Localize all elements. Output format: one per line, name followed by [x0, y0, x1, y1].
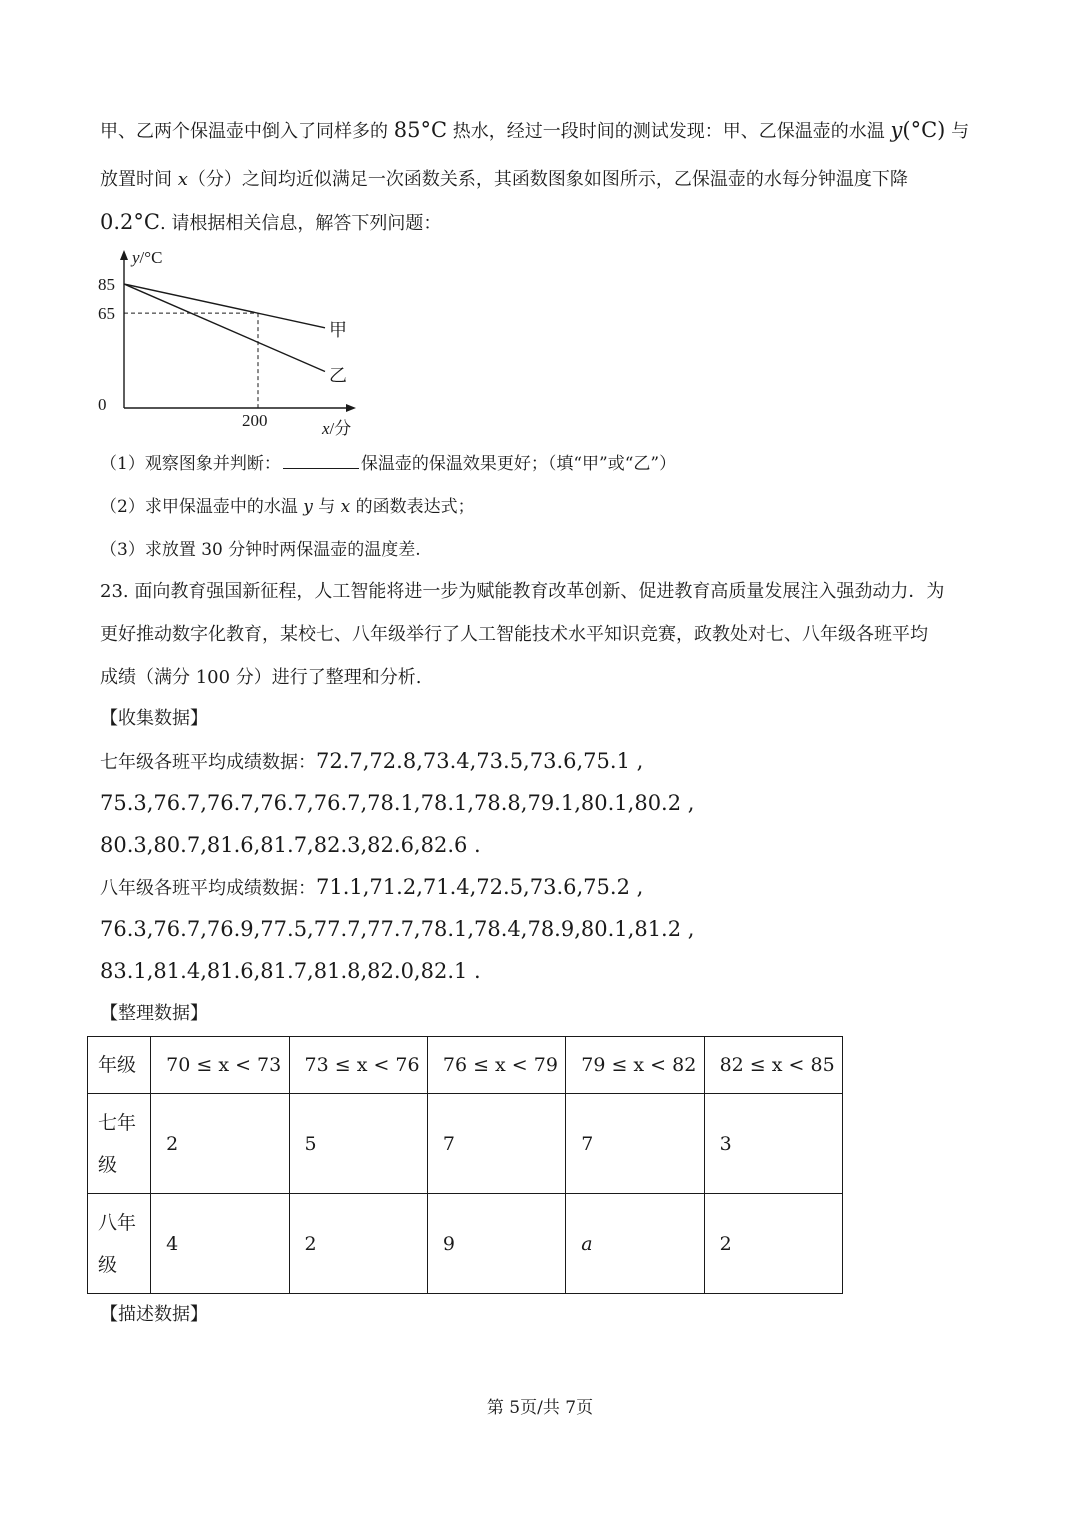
table-cell: 2: [151, 1094, 289, 1194]
x-axis-unit: /分: [329, 419, 352, 438]
frequency-table: [87, 1036, 843, 1294]
text-segment: 保温壶的保温效果更好；（填“甲”或“乙”）: [360, 454, 677, 474]
y-axis-var: y: [132, 248, 140, 267]
text-segment: 放置时间: [100, 169, 172, 190]
question-3: [100, 538, 421, 562]
text-segment: 的函数表达式；: [355, 497, 475, 517]
table-header-cell: 70 ≤ x < 73: [151, 1037, 289, 1094]
table-cell: 2: [704, 1194, 842, 1294]
answer-blank: [283, 452, 359, 469]
grade8-data-line2: 76.3,76.7,76.9,77.5,77.7,77.7,78.1,78.4,78.9,80.1,81.2 ,: [100, 917, 695, 941]
temperature-85: 85°C: [393, 118, 448, 142]
describe-heading: 【描述数据】: [100, 1304, 208, 1325]
var-y: y: [303, 497, 313, 517]
table-cell: 9: [427, 1194, 565, 1294]
row-label-bottom: 级: [98, 1153, 118, 1176]
y-tick-label: 85: [98, 275, 115, 294]
grade7-data-line1: [100, 749, 643, 775]
table-cell: 5: [289, 1094, 427, 1194]
question-2: [100, 495, 475, 519]
table-cell: 3: [704, 1094, 842, 1194]
series-label-jia: 甲: [329, 319, 347, 340]
grade7-data-line2: 75.3,76.7,76.7,76.7,76.7,78.1,78.1,78.8,79.1,80.1,80.2 ,: [100, 791, 695, 815]
text-segment: （1）观察图象并判断：: [100, 454, 281, 474]
unit-celsius: (°C): [902, 118, 946, 142]
text-segment: （3）求放置 30 分钟时两保温壶的温度差.: [100, 540, 421, 560]
table-cell: 7: [427, 1094, 565, 1194]
y-axis-unit: /°C: [139, 248, 163, 267]
rate-value: 0.2°C: [100, 210, 160, 234]
grade7-label: 七年级各班平均成绩数据：: [100, 752, 316, 773]
x-axis-var: x: [322, 419, 330, 438]
table-cell: 4: [151, 1194, 289, 1294]
grade8-label: 八年级各班平均成绩数据：: [100, 878, 316, 899]
text-segment: 甲、乙两个保温壶中倒入了同样多的: [100, 121, 388, 142]
grade8-data-line1: [100, 875, 643, 901]
text-segment: （分）之间均近似满足一次函数关系，其函数图象如图所示，乙保温壶的水每分钟温度下降: [187, 169, 908, 190]
problem22-line3: [100, 210, 441, 236]
table-header-cell: 76 ≤ x < 79: [427, 1037, 565, 1094]
problem23-line2: 更好推动数字化教育，某校七、八年级举行了人工智能技术水平知识竞赛，政教处对七、八年级各班平均: [100, 624, 928, 645]
row-label-grade7: [88, 1094, 151, 1194]
grade7-values-1: 72.7,72.8,73.4,73.5,73.6,75.1 ,: [316, 749, 644, 773]
row-label-top: 七年: [98, 1111, 137, 1134]
var-x: x: [340, 497, 351, 517]
text-segment: 热水，经过一段时间的测试发现：甲、乙保温壶的水温: [452, 121, 885, 142]
series-line-jia: [124, 284, 325, 328]
table-cell-unknown-a: a: [566, 1194, 704, 1294]
text-segment: （2）求甲保温壶中的水温: [100, 497, 298, 517]
table-row: [88, 1194, 843, 1294]
var-y: y: [890, 118, 903, 142]
x-axis-arrow: [346, 404, 356, 412]
table-header-cell: 82 ≤ x < 85: [704, 1037, 842, 1094]
series-line-yi: [124, 284, 325, 372]
row-label-grade8: [88, 1194, 151, 1294]
x-axis-label: [321, 419, 351, 438]
y-axis-label: [130, 248, 162, 267]
y-tick-label: 0: [98, 395, 107, 414]
text-segment: 与: [318, 497, 336, 517]
table-row: [88, 1094, 843, 1194]
row-label-bottom: 级: [98, 1253, 118, 1276]
problem23-line3: 成绩（满分 100 分）进行了整理和分析.: [100, 667, 422, 688]
table-header-row: [88, 1037, 843, 1094]
problem23-line1: 23. 面向教育强国新征程，人工智能将进一步为赋能教育改革创新、促进教育高质量发展注入强劲动力．为: [100, 581, 945, 602]
grade8-data-line3: 83.1,81.4,81.6,81.7,81.8,82.0,82.1 .: [100, 959, 481, 983]
text-segment: 与: [951, 121, 970, 142]
grade8-values-1: 71.1,71.2,71.4,72.5,73.6,75.2 ,: [316, 875, 644, 899]
table-header-cell: 79 ≤ x < 82: [566, 1037, 704, 1094]
temperature-graph: [92, 242, 362, 442]
table-header-cell: 73 ≤ x < 76: [289, 1037, 427, 1094]
series-label-yi: 乙: [329, 365, 347, 386]
problem22-line1: [100, 118, 969, 144]
grade7-data-line3: 80.3,80.7,81.6,81.7,82.3,82.6,82.6 .: [100, 833, 481, 857]
table-header-cell: 年级: [88, 1037, 151, 1094]
row-label-top: 八年: [98, 1211, 137, 1234]
collect-heading: 【收集数据】: [100, 708, 208, 729]
problem22-line2: [100, 168, 908, 192]
page-footer: 第 5页/共 7页: [486, 1398, 594, 1418]
organize-heading: 【整理数据】: [100, 1003, 208, 1024]
x-tick-label: 200: [242, 411, 268, 430]
table-cell: 7: [566, 1094, 704, 1194]
y-axis-arrow: [120, 250, 128, 260]
table-cell: 2: [289, 1194, 427, 1294]
y-tick-label: 65: [98, 304, 115, 324]
text-segment: . 请根据相关信息，解答下列问题：: [159, 213, 442, 234]
question-1: [100, 452, 676, 476]
var-x: x: [177, 169, 188, 190]
